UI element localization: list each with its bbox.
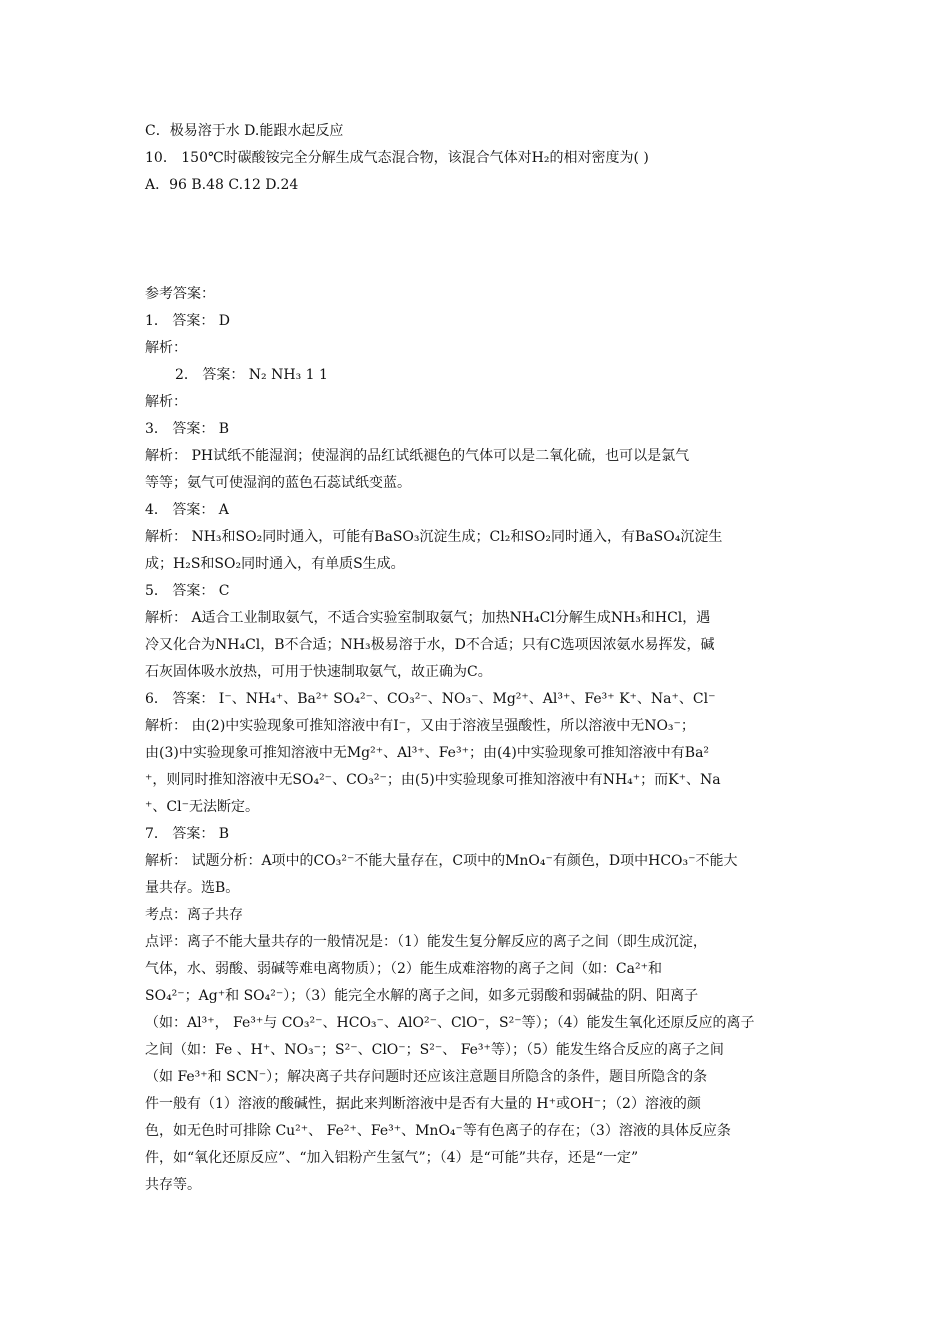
answer-line: 解析： A适合工业制取氨气，不适合实验室制取氨气；加热NH₄Cl分解生成NH₃和HCl，遇: [145, 610, 711, 626]
q9-options: C．极易溶于水 D.能跟水起反应: [145, 123, 344, 139]
answer-line: ⁺、Cl⁻无法断定。: [145, 799, 259, 815]
answer-line: 7． 答案： B: [145, 826, 230, 842]
answer-line: 6． 答案： I⁻、NH₄⁺、Ba²⁺ SO₄²⁻、CO₃²⁻、NO₃⁻、Mg²⁺、Al³⁺、Fe³⁺ K⁺、Na⁺、Cl⁻: [145, 691, 716, 707]
answers-title: 参考答案：: [145, 286, 215, 302]
answer-line: 之间（如：Fe 、H⁺、NO₃⁻；S²⁻、ClO⁻；S²⁻、 Fe³⁺等）；（5）能发生络合反应的离子之间: [145, 1042, 724, 1058]
answer-line: 石灰固体吸水放热，可用于快速制取氨气，故正确为C。: [145, 664, 492, 680]
document-page: [145, 118, 835, 1199]
answer-line: SO₄²⁻；Ag⁺和 SO₄²⁻）；（3）能完全水解的离子之间，如多元弱酸和弱碱盐的阴、阳离子: [145, 988, 699, 1004]
answer-line: 3． 答案： B: [145, 421, 230, 437]
answer-line: 解析：: [145, 394, 187, 410]
answer-line: 件一般有（1）溶液的酸碱性，据此来判断溶液中是否有大量的 H⁺或OH⁻；（2）溶液的颜: [145, 1096, 701, 1112]
answer-line: 5． 答案： C: [145, 583, 230, 599]
answer-line: 解析： PH试纸不能湿润；使湿润的品红试纸褪色的气体可以是二氧化硫，也可以是氯气: [145, 448, 690, 464]
answer-line: 共存等。: [145, 1177, 201, 1193]
answer-line: （如 Fe³⁺和 SCN⁻）；解决离子共存问题时还应该注意题目所隐含的条件，题目所隐含的条: [145, 1069, 708, 1085]
answer-line: 解析： 试题分析：A项中的CO₃²⁻不能大量存在，C项中的MnO₄⁻有颜色，D项中HCO₃⁻不能大: [145, 853, 738, 869]
answer-line: 量共存。选B。: [145, 880, 240, 896]
answer-line: 解析： NH₃和SO₂同时通入，可能有BaSO₃沉淀生成；Cl₂和SO₂同时通入，有BaSO₄沉淀生: [145, 529, 723, 545]
answer-line: 点评：离子不能大量共存的一般情况是：（1）能发生复分解反应的离子之间（即生成沉淀，: [145, 934, 707, 950]
answer-line: 气体，水、弱酸、弱碱等难电离物质）；（2）能生成难溶物的离子之间（如：Ca²⁺和: [145, 961, 662, 977]
answer-line: 件，如“氧化还原反应”、“加入铝粉产生氢气”；（4）是“可能”共存，还是“一定”: [145, 1150, 639, 1166]
answer-line: 4． 答案： A: [145, 502, 229, 518]
answer-line: 色，如无色时可排除 Cu²⁺、 Fe²⁺、Fe³⁺、MnO₄⁻等有色离子的存在；（3）溶液的具体反应条: [145, 1123, 731, 1139]
answer-line: 考点：离子共存: [145, 907, 243, 923]
answer-line: 解析： 由(2)中实验现象可推知溶液中有I⁻，又由于溶液呈强酸性，所以溶液中无NO₃⁻；: [145, 718, 695, 734]
q10-stem: 10． 150℃时碳酸铵完全分解生成气态混合物，该混合气体对H₂的相对密度为( ): [145, 150, 649, 166]
answer-line: 由(3)中实验现象可推知溶液中无Mg²⁺、Al³⁺、Fe³⁺；由(4)中实验现象可推知溶液中有Ba²: [145, 745, 710, 761]
answer-line: 2． 答案： N₂ NH₃ 1 1: [175, 367, 328, 383]
answer-line: 解析：: [145, 340, 187, 356]
answer-line: 冷又化合为NH₄Cl，B不合适；NH₃极易溶于水，D不合适；只有C选项因浓氨水易挥发，碱: [145, 637, 715, 653]
q10-options: A．96 B.48 C.12 D.24: [145, 177, 299, 193]
answer-line: 等等；氨气可使湿润的蓝色石蕊试纸变蓝。: [145, 475, 411, 491]
answer-line: （如：Al³⁺， Fe³⁺与 CO₃²⁻、HCO₃⁻、AlO²⁻、ClO⁻，S²⁻等）；（4）能发生氧化还原反应的离子: [145, 1015, 755, 1031]
answer-line: ⁺，则同时推知溶液中无SO₄²⁻、CO₃²⁻；由(5)中实验现象可推知溶液中有NH₄⁺；而K⁺、Na: [145, 772, 721, 788]
answer-line: 1． 答案： D: [145, 313, 231, 329]
answer-line: 成；H₂S和SO₂同时通入，有单质S生成。: [145, 556, 405, 572]
